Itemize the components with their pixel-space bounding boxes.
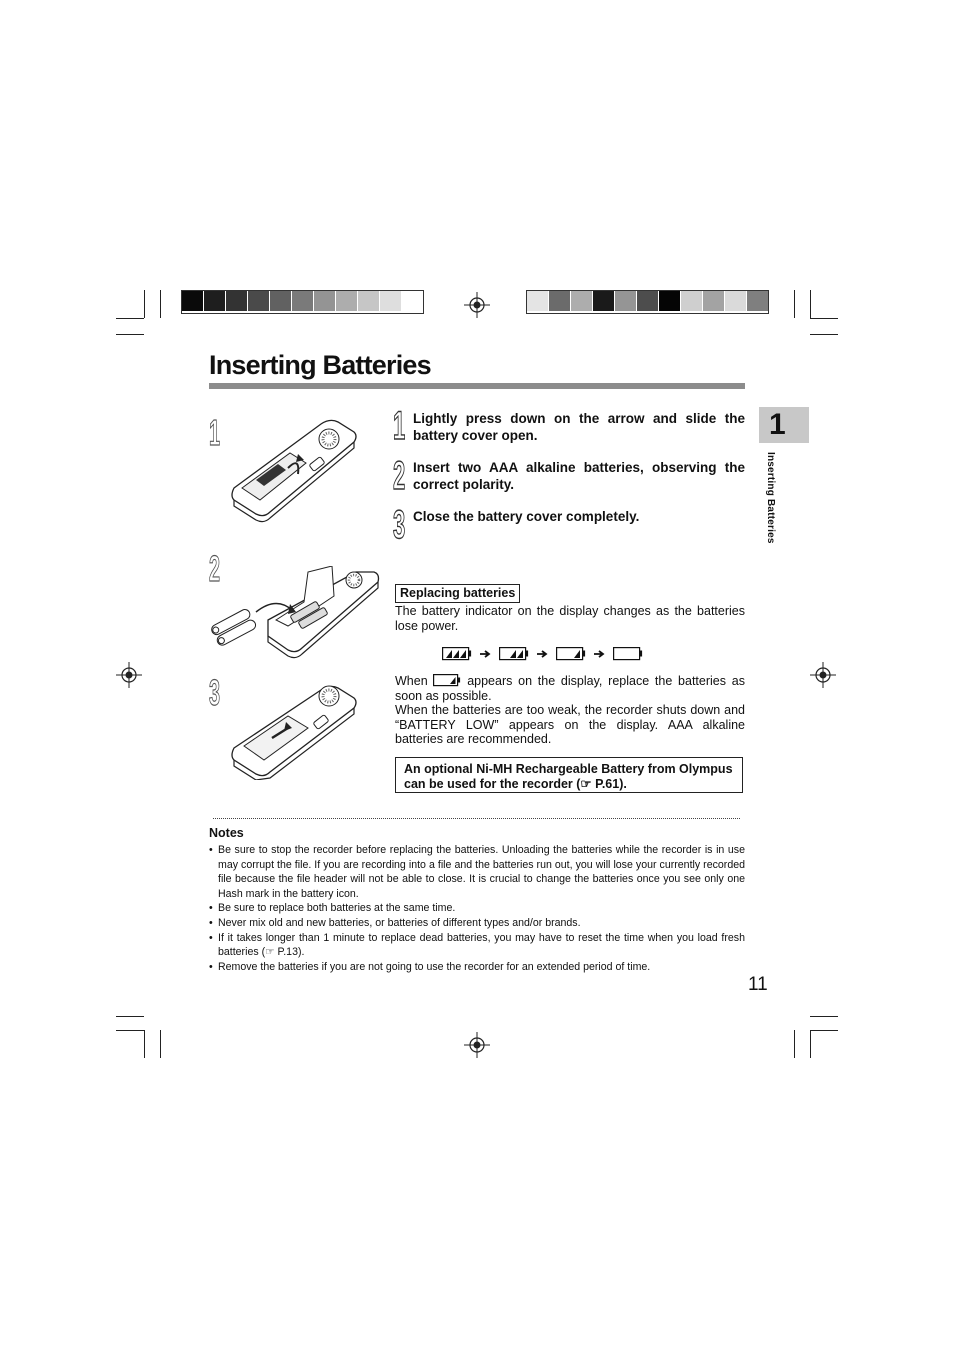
note-item	[209, 843, 745, 901]
page-title: Inserting Batteries	[209, 350, 431, 380]
color-swatch	[336, 291, 358, 311]
arrow-right-icon	[594, 651, 603, 657]
step-number: 1	[393, 404, 406, 448]
replacing-batteries-label: Replacing batteries	[395, 584, 520, 603]
step-text: Close the battery cover completely.	[413, 509, 640, 524]
note-text: Be sure to replace both batteries at the same time.	[218, 902, 456, 915]
color-swatch	[358, 291, 380, 311]
registration-mark-left-icon	[116, 662, 142, 688]
replacing-intro: The battery indicator on the display changes as the batteries lose power.	[395, 604, 745, 633]
color-swatch	[270, 291, 292, 311]
battery-level-3-icon	[443, 648, 472, 660]
color-swatch	[292, 291, 314, 311]
color-bar-right	[526, 290, 769, 314]
color-swatch	[549, 291, 571, 311]
recorder-close-cover-illustration-icon	[226, 676, 361, 780]
color-swatch	[659, 291, 681, 311]
arrow-right-icon	[480, 651, 489, 657]
note-text: If it takes longer than 1 minute to replace dead batteries, you may have to reset the time when you load fresh batteries (☞ P.13).	[218, 931, 745, 959]
figure-number: 3	[209, 672, 221, 713]
chapter-tab: 1	[759, 407, 809, 443]
bullet: •	[209, 902, 213, 915]
color-swatch	[747, 291, 768, 311]
replace-when-before: When	[395, 674, 428, 688]
color-bar-left	[181, 290, 424, 314]
color-swatch	[615, 291, 637, 311]
replace-when-after: appears on the display, replace the batteries as soon as possible.	[395, 674, 745, 703]
recorder-insert-batteries-illustration-icon	[206, 566, 382, 662]
color-swatch	[681, 291, 703, 311]
bullet: •	[209, 931, 213, 944]
color-swatch	[527, 291, 549, 311]
step-text: Lightly press down on the arrow and slide the battery cover open.	[413, 411, 745, 443]
bullet: •	[209, 960, 213, 973]
page-number: 11	[748, 974, 768, 995]
replace-when-text	[395, 674, 745, 703]
step-number: 3	[393, 503, 406, 547]
color-swatch	[725, 291, 747, 311]
notes-divider	[213, 818, 740, 819]
battery-level-0-icon	[614, 648, 643, 660]
note-item	[209, 901, 745, 916]
note-item	[209, 916, 745, 931]
note-item	[209, 960, 745, 975]
registration-mark-top-icon	[464, 292, 490, 318]
battery-empty-icon	[433, 674, 461, 687]
registration-mark-bottom-icon	[464, 1032, 490, 1058]
bullet: •	[209, 844, 213, 856]
step-text: Insert two AAA alkaline batteries, observing the correct polarity.	[413, 460, 745, 492]
note-text: Be sure to stop the recorder before replacing the batteries. Unloading the batteries while the recorder is in use may corrupt the file. If you are recording into a file and the batteries run out, you will lose your currently recorded file because the file header will not be able to close. It is crucial to change the batteries once you see only one Hash mark in the battery icon.	[218, 844, 745, 900]
figure-number: 1	[209, 412, 221, 453]
note-text: Remove the batteries if you are not going to use the recorder for an extended period of time.	[218, 960, 651, 973]
color-swatch	[314, 291, 336, 311]
color-swatch	[402, 291, 423, 311]
color-swatch	[380, 291, 402, 311]
color-swatch	[226, 291, 248, 311]
color-swatch	[703, 291, 725, 311]
note-item	[209, 931, 745, 960]
note-text: Never mix old and new batteries, or batteries of different types and/or brands.	[218, 916, 581, 929]
step-number: 2	[393, 454, 406, 498]
battery-low-text: When the batteries are too weak, the recorder shuts down and “BATTERY LOW” appears on the display. AAA alkaline batteries are recommended.	[395, 703, 745, 746]
color-swatch	[182, 291, 204, 311]
figure-number: 2	[209, 548, 221, 589]
color-swatch	[204, 291, 226, 311]
bullet: •	[209, 916, 213, 929]
battery-level-sequence	[442, 645, 652, 663]
arrow-right-icon	[537, 651, 546, 657]
color-swatch	[637, 291, 659, 311]
rechargeable-battery-note: An optional Ni-MH Rechargeable Battery from Olympus can be used for the recorder (☞ P.61).	[395, 757, 743, 793]
color-swatch	[571, 291, 593, 311]
title-rule	[209, 383, 745, 389]
registration-mark-right-icon	[810, 662, 836, 688]
color-swatch	[593, 291, 615, 311]
notes-list	[209, 843, 745, 974]
notes-heading: Notes	[209, 826, 244, 840]
chapter-tab-label: Inserting Batteries	[765, 452, 776, 544]
recorder-open-cover-illustration-icon	[226, 408, 361, 528]
battery-level-1-icon	[557, 648, 586, 660]
color-swatch	[248, 291, 270, 311]
battery-level-2-icon	[500, 648, 528, 660]
